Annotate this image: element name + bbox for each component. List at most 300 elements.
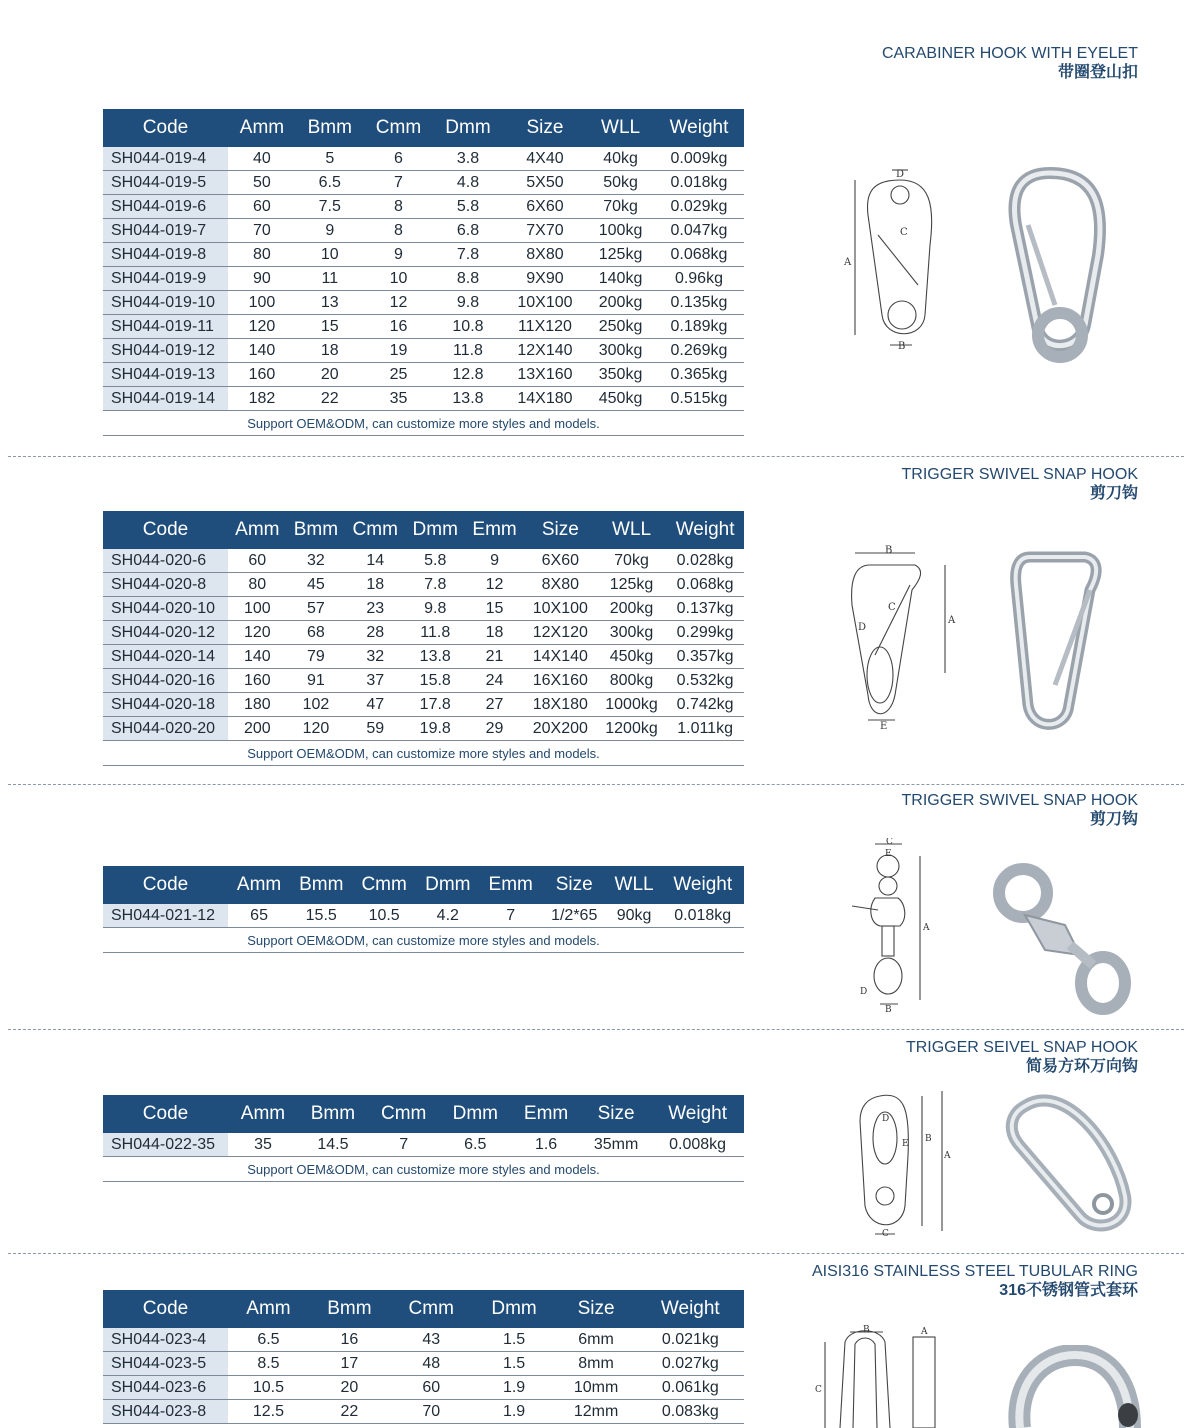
product-code-cell: SH044-020-10 [103,597,228,621]
table-cell: 8.5 [228,1352,309,1376]
table-row [103,717,744,741]
table-header-row [103,866,744,904]
table-cell: 35 [228,1133,298,1157]
product-code-cell: SH044-019-8 [103,243,228,267]
table-cell: 0.047kg [654,219,744,243]
support-note: Support OEM&ODM, can customize more styles and models. [103,411,744,436]
spec-table-trigger-swivel-2 [103,866,744,953]
table-cell: 8X80 [524,573,597,597]
svg-text:E: E [880,721,888,732]
trigger-hook-photo [1000,545,1120,735]
column-header: Dmm [416,866,480,904]
table-row [103,315,744,339]
table-row [103,195,744,219]
column-header: Code [103,109,228,147]
table-row [103,621,744,645]
table-cell: 70kg [587,195,654,219]
table-cell: 6.8 [433,219,503,243]
section-5-title-cn: 316不锈钢管式套环 [999,1282,1138,1299]
table-cell: 80 [228,243,296,267]
table-row [103,147,744,171]
table-cell: 1.5 [473,1352,556,1376]
section-3-title-cn: 剪刀钩 [1089,811,1138,828]
table-cell: 10X100 [503,291,587,315]
table-cell: 7X70 [503,219,587,243]
product-code-cell: SH044-020-6 [103,549,228,573]
table-cell: 24 [465,669,524,693]
column-header: Cmm [368,1095,440,1133]
table-cell: 0.365kg [654,363,744,387]
support-note: Support OEM&ODM, can customize more styles and models. [103,1157,744,1182]
section-5-title-en: AISI316 STAINLESS STEEL TUBULAR RING [811,1263,1138,1280]
table-row [103,387,744,411]
column-header: Code [103,1095,228,1133]
table-cell: 6X60 [503,195,587,219]
column-header: Weight [666,511,744,549]
table-row [103,597,744,621]
table-cell: 32 [287,549,346,573]
table-cell: 18 [465,621,524,645]
table-cell: 10.8 [433,315,503,339]
column-header: Weight [654,109,744,147]
table-cell: 70kg [597,549,666,573]
table-cell: 70 [228,219,296,243]
table-cell: 450kg [597,645,666,669]
table-cell: 0.137kg [666,597,744,621]
product-code-cell: SH044-020-16 [103,669,228,693]
column-header: Size [503,109,587,147]
table-cell: 18X180 [524,693,597,717]
section-2-title-cn: 剪刀钩 [1089,485,1138,502]
column-header: Size [556,1290,637,1328]
svg-text:C: C [886,838,893,847]
table-cell: 102 [287,693,346,717]
table-cell: 19.8 [405,717,465,741]
table-cell: 10 [364,267,434,291]
table-cell: 13.8 [433,387,503,411]
table-cell: 90kg [607,904,662,928]
table-cell: 22 [296,387,364,411]
table-cell: 0.532kg [666,669,744,693]
table-cell: 15.8 [405,669,465,693]
svg-text:D: D [860,987,868,997]
table-cell: 0.018kg [654,171,744,195]
seivel-hook-diagram [850,1086,960,1241]
column-header: Weight [651,1095,744,1133]
column-header: Amm [228,511,287,549]
column-header: Bmm [290,866,352,904]
svg-text:A: A [944,1151,951,1161]
table-cell: 20X200 [524,717,597,741]
table-cell: 10X100 [524,597,597,621]
column-header: Bmm [298,1095,368,1133]
column-header: Amm [228,109,296,147]
column-header: WLL [597,511,666,549]
table-cell: 1.9 [473,1376,556,1400]
table-cell: 20 [296,363,364,387]
table-cell: 0.008kg [651,1133,744,1157]
table-cell: 300kg [587,339,654,363]
table-cell: 17 [309,1352,390,1376]
table-cell: 10.5 [228,1376,309,1400]
table-cell: 5 [296,147,364,171]
table-cell: 100 [228,291,296,315]
table-row [103,363,744,387]
table-header-row [103,1095,744,1133]
svg-text:E: E [902,1139,909,1149]
table-cell: 12.8 [433,363,503,387]
column-header: Emm [465,511,524,549]
table-row [103,1133,744,1157]
carabiner-photo [1000,165,1110,380]
product-code-cell: SH044-019-7 [103,219,228,243]
section-3-title [902,791,1139,829]
table-cell: 9 [296,219,364,243]
table-cell: 5.8 [405,549,465,573]
table-cell: 4.2 [416,904,480,928]
table-cell: 59 [345,717,405,741]
table-cell: 8 [364,219,434,243]
table-cell: 91 [287,669,346,693]
table-cell: 13X160 [503,363,587,387]
table-row [103,669,744,693]
table-cell: 28 [345,621,405,645]
table-cell: 47 [345,693,405,717]
table-cell: 0.068kg [666,573,744,597]
table-cell: 0.269kg [654,339,744,363]
table-cell: 160 [228,363,296,387]
table-cell: 4.8 [433,171,503,195]
divider-4 [8,1253,1184,1254]
table-cell: 40kg [587,147,654,171]
table-cell: 140 [228,645,287,669]
column-header: Dmm [473,1290,556,1328]
svg-text:D: D [858,622,867,633]
table-cell: 65 [228,904,290,928]
table-row [103,693,744,717]
product-code-cell: SH044-020-12 [103,621,228,645]
table-cell: 0.135kg [654,291,744,315]
table-row [103,1376,744,1400]
trigger-hook-diagram [840,545,960,735]
column-header: Cmm [390,1290,473,1328]
table-cell: 450kg [587,387,654,411]
table-cell: 6.5 [228,1328,309,1352]
table-row [103,219,744,243]
table-cell: 9X90 [503,267,587,291]
product-code-cell: SH044-019-14 [103,387,228,411]
divider-3 [8,1029,1184,1030]
table-cell: 6.5 [296,171,364,195]
table-cell: 20 [309,1376,390,1400]
table-cell: 6X60 [524,549,597,573]
table-cell: 13 [296,291,364,315]
section-2-title [902,465,1139,503]
table-cell: 12 [465,573,524,597]
svg-text:A: A [921,1327,928,1337]
table-cell: 7.5 [296,195,364,219]
table-cell: 45 [287,573,346,597]
table-cell: 1.5 [473,1328,556,1352]
svg-text:C: C [888,602,896,613]
table-cell: 35 [364,387,434,411]
table-cell: 300kg [597,621,666,645]
section-4-title-en: TRIGGER SEIVEL SNAP HOOK [905,1039,1138,1056]
table-row [103,267,744,291]
table-cell: 8 [364,195,434,219]
table-cell: 0.029kg [654,195,744,219]
table-cell: 14X180 [503,387,587,411]
svg-text:B: B [898,341,906,352]
column-header: WLL [587,109,654,147]
table-cell: 10mm [556,1376,637,1400]
column-header: Bmm [287,511,346,549]
table-cell: 23 [345,597,405,621]
section-4-title [906,1038,1138,1076]
svg-text:D: D [896,169,905,180]
product-code-cell: SH044-020-8 [103,573,228,597]
table-cell: 6.5 [439,1133,511,1157]
column-header: Size [524,511,597,549]
table-cell: 7 [480,904,542,928]
section-2-title-en: TRIGGER SWIVEL SNAP HOOK [901,466,1138,483]
product-code-cell: SH044-021-12 [103,904,228,928]
product-code-cell: SH044-023-5 [103,1352,228,1376]
table-cell: 40 [228,147,296,171]
product-code-cell: SH044-020-18 [103,693,228,717]
table-cell: 11X120 [503,315,587,339]
table-cell: 180 [228,693,287,717]
product-code-cell: SH044-019-11 [103,315,228,339]
product-code-cell: SH044-019-5 [103,171,228,195]
table-cell: 160 [228,669,287,693]
table-row [103,645,744,669]
table-cell: 43 [390,1328,473,1352]
column-header: Cmm [352,866,416,904]
column-header: Cmm [345,511,405,549]
swivel-snap-photo [985,855,1145,1020]
product-code-cell: SH044-020-20 [103,717,228,741]
column-header: Weight [637,1290,744,1328]
table-cell: 60 [228,549,287,573]
table-cell: 15.5 [290,904,352,928]
table-cell: 37 [345,669,405,693]
tubular-ring-diagram [805,1322,945,1428]
tubular-ring-photo [1000,1345,1145,1428]
table-cell: 0.515kg [654,387,744,411]
product-code-cell: SH044-019-9 [103,267,228,291]
product-code-cell: SH044-019-6 [103,195,228,219]
table-cell: 22 [309,1400,390,1424]
svg-text:B: B [885,545,893,556]
svg-text:E: E [885,849,892,859]
table-cell: 1/2*65 [542,904,607,928]
table-cell: 0.189kg [654,315,744,339]
column-header: Code [103,866,228,904]
divider-1 [8,456,1184,457]
table-cell: 800kg [597,669,666,693]
column-header: Emm [480,866,542,904]
table-cell: 1200kg [597,717,666,741]
table-cell: 7.8 [405,573,465,597]
column-header: Size [542,866,607,904]
table-cell: 1.011kg [666,717,744,741]
table-cell: 11.8 [433,339,503,363]
table-cell: 100 [228,597,287,621]
product-code-cell: SH044-022-35 [103,1133,228,1157]
divider-2 [8,784,1184,785]
table-cell: 27 [465,693,524,717]
table-cell: 60 [390,1376,473,1400]
swivel-snap-diagram [840,838,950,1018]
column-header: Dmm [433,109,503,147]
table-cell: 12mm [556,1400,637,1424]
table-cell: 0.357kg [666,645,744,669]
table-cell: 4X40 [503,147,587,171]
table-cell: 15 [296,315,364,339]
table-cell: 16 [364,315,434,339]
table-cell: 18 [296,339,364,363]
table-cell: 1.6 [511,1133,581,1157]
table-cell: 0.96kg [654,267,744,291]
table-cell: 8mm [556,1352,637,1376]
table-cell: 14 [345,549,405,573]
table-cell: 125kg [597,573,666,597]
table-row [103,573,744,597]
table-cell: 57 [287,597,346,621]
table-cell: 8.8 [433,267,503,291]
section-1-title-en: CARABINER HOOK WITH EYELET [881,45,1138,62]
table-cell: 90 [228,267,296,291]
table-cell: 6 [364,147,434,171]
table-cell: 0.028kg [666,549,744,573]
table-cell: 50 [228,171,296,195]
table-header-row [103,511,744,549]
table-cell: 9 [364,243,434,267]
table-cell: 200kg [597,597,666,621]
table-cell: 0.068kg [654,243,744,267]
table-cell: 79 [287,645,346,669]
column-header: Emm [511,1095,581,1133]
table-cell: 50kg [587,171,654,195]
table-row [103,1400,744,1424]
table-cell: 140kg [587,267,654,291]
table-cell: 10.5 [352,904,416,928]
table-row [103,339,744,363]
column-header: Size [581,1095,651,1133]
section-1-title-cn: 带圈登山扣 [1057,64,1138,81]
product-code-cell: SH044-023-4 [103,1328,228,1352]
table-cell: 0.027kg [637,1352,744,1376]
section-3-title-en: TRIGGER SWIVEL SNAP HOOK [901,792,1138,809]
column-header: Bmm [296,109,364,147]
product-code-cell: SH044-019-10 [103,291,228,315]
table-cell: 7 [364,171,434,195]
table-cell: 14X140 [524,645,597,669]
support-note-row [103,741,744,766]
table-cell: 5.8 [433,195,503,219]
table-row [103,1328,744,1352]
table-cell: 68 [287,621,346,645]
table-cell: 0.009kg [654,147,744,171]
table-cell: 200kg [587,291,654,315]
seivel-hook-photo [995,1086,1145,1236]
column-header: Cmm [364,109,434,147]
table-cell: 12X120 [524,621,597,645]
spec-table-trigger-swivel [103,511,744,766]
table-header-row [103,109,744,147]
section-1-title [882,44,1138,82]
table-cell: 1.9 [473,1400,556,1424]
table-cell: 120 [287,717,346,741]
column-header: Dmm [439,1095,511,1133]
table-cell: 6mm [556,1328,637,1352]
table-cell: 32 [345,645,405,669]
table-cell: 14.5 [298,1133,368,1157]
column-header: Code [103,511,228,549]
table-cell: 16 [309,1328,390,1352]
table-cell: 120 [228,621,287,645]
table-cell: 7.8 [433,243,503,267]
table-row [103,549,744,573]
table-cell: 3.8 [433,147,503,171]
product-code-cell: SH044-023-8 [103,1400,228,1424]
table-cell: 60 [228,195,296,219]
product-code-cell: SH044-023-6 [103,1376,228,1400]
table-cell: 12 [364,291,434,315]
table-cell: 19 [364,339,434,363]
spec-table-trigger-seivel [103,1095,744,1182]
spec-table-tubular-ring [103,1290,744,1424]
svg-text:D: D [882,1114,890,1124]
table-row [103,243,744,267]
table-cell: 70 [390,1400,473,1424]
column-header: WLL [607,866,662,904]
column-header: Amm [228,1095,298,1133]
table-cell: 0.083kg [637,1400,744,1424]
table-cell: 1000kg [597,693,666,717]
table-cell: 0.299kg [666,621,744,645]
carabiner-diagram [840,165,950,355]
svg-text:B: B [925,1134,932,1144]
table-cell: 16X160 [524,669,597,693]
table-row [103,171,744,195]
table-cell: 7 [368,1133,440,1157]
svg-text:A: A [844,257,852,268]
table-row [103,291,744,315]
svg-text:C: C [882,1229,889,1239]
product-code-cell: SH044-019-4 [103,147,228,171]
table-cell: 17.8 [405,693,465,717]
table-cell: 11 [296,267,364,291]
column-header: Amm [228,1290,309,1328]
table-cell: 12.5 [228,1400,309,1424]
table-cell: 350kg [587,363,654,387]
section-4-title-cn: 简易方环万向钩 [1025,1058,1138,1075]
table-cell: 15 [465,597,524,621]
table-cell: 0.021kg [637,1328,744,1352]
svg-text:C: C [900,227,908,238]
table-cell: 125kg [587,243,654,267]
table-cell: 182 [228,387,296,411]
table-cell: 200 [228,717,287,741]
table-row [103,1352,744,1376]
table-cell: 35mm [581,1133,651,1157]
support-note: Support OEM&ODM, can customize more styles and models. [103,928,744,953]
column-header: Amm [228,866,290,904]
table-cell: 9.8 [433,291,503,315]
table-cell: 250kg [587,315,654,339]
